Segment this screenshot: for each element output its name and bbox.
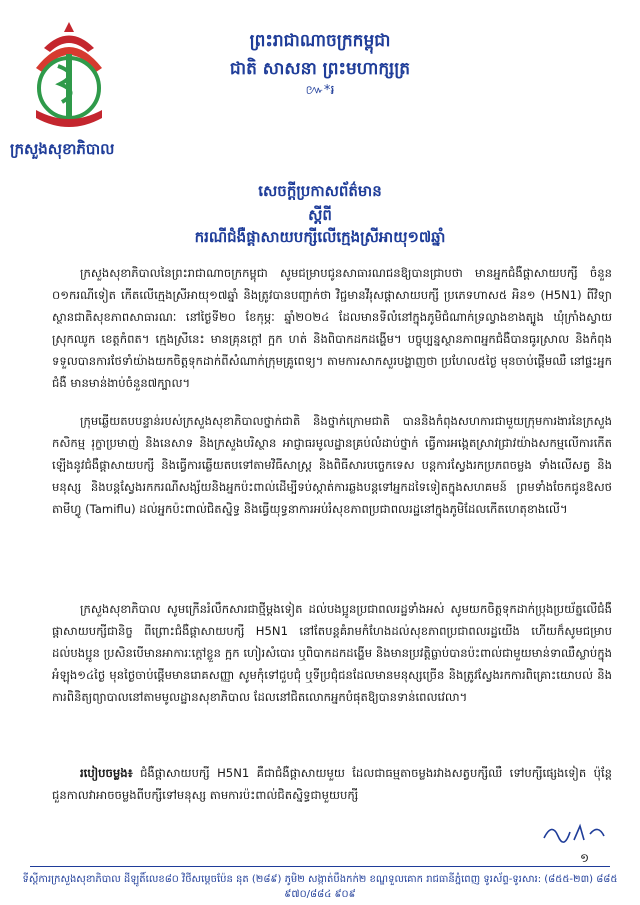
page-number: ១: [580, 851, 590, 865]
paragraph-3: ក្រសួងសុខាភិបាល សូមក្រើនរំលឹកសារជាថ្មីម្តងទៀត ដល់បងប្អូនប្រជាពលរដ្ឋទាំងអស់ សូមយកចិត្តទុកដាក់ប្រុងប្រយ័ត្នលើជំងឺផ្តាសាយបក្សីជានិច្ច ពីព្រោះជំងឺផ្តាសាយបក្សី H5N1 នៅតែបន្តគំរាមកំហែងដល់សុខភាពប្រជាពលរដ្ឋយើង ហើយក៏សូមជម្រាបដល់បងប្អូន ប្រសិនបើមានអាការៈក្តៅខ្លួន ក្អក ហៀរសំបោរ ឬពិបាកដកដង្ហើម និងមានប្រវត្តិធ្លាប់បានប៉ះពាល់ជាមួយមាន់ទាឈឺស្លាប់ក្នុងអំឡុង១៤ថ្ងៃ មុនថ្ងៃចាប់ផ្តើមមានរោគសញ្ញា សូមកុំទៅជួបជុំ ឬទីប្រជុំជនដែលមានមនុស្សច្រើន និងត្រូវស្វែងរកការពិគ្រោះយោបល់ និងការពិនិត្យព្យាបាលនៅតាមមូលដ្ឋានសុខាភិបាល ដែលនៅជិតលោកអ្នកបំផុតឱ្យបានទាន់ពេលវេលា។: [52, 602, 612, 704]
footer-divider: [30, 866, 610, 867]
transmission-text: ជំងឺផ្តាសាយបក្សី H5N1 គឺជាជំងឺផ្តាសាយមួយ ដែលជាធម្មតាចម្លងរវាងសត្វបក្សីឈឺ ទៅបក្សីផ្សេងទៀត ប៉ុន្តែជួនកាលវាអាចចម្លងពីបក្សីទៅមនុស្ស តាមការប៉ះពាល់ជិតស្និទ្ធជាមួយបក្សី: [52, 766, 612, 802]
paragraph-1: ក្រសួងសុខាភិបាលនៃព្រះរាជាណាចក្រកម្ពុជា សូមជម្រាបជូនសាធារណជនឱ្យបានជ្រាបថា មានអ្នកជំងឺផ្តាសាយបក្សី ចំនួន ០១ករណីទៀត កើតលើក្មេងស្រីអាយុ១៧ឆ្នាំ និងត្រូវបានបញ្ជាក់ថា វិជ្ជមានវីរុសផ្តាសាយបក្សី ប្រភេទហាស៥ អិន១ (H5N1) ពីវិទ្យាស្ថានជាតិសុខភាពសាធារណៈ នៅថ្ងៃទី២០ ខែកុម្ភៈ ឆ្នាំ២០២៤ ដែលមានទីលំនៅក្នុងភូមិជំណាក់ទ្រល្វាងខាងត្បូង ឃុំក្រាំងស្វាយ ស្រុកឈូក ខេត្តកំពត។ ក្មេងស្រីនេះ មានគ្រុនក្តៅ ក្អក ហត់ និងពិបាកដកដង្ហើម។ បច្ចុប្បន្នស្ថានភាពអ្នកជំងឺបានធូរស្រាល និងកំពុងទទួលបានការថែទាំយ៉ាងយកចិត្តទុកដាក់ពីសំណាក់ក្រុមគ្រូពេទ្យ។ តាមការសាកសួរបង្ហាញថា ប្រហែល៥ថ្ងៃ មុនចាប់ផ្តើមឈឺ នៅផ្ទះអ្នកជំងឺ មានមាន់ងាប់ចំនួន៧ក្បាល។: [52, 266, 612, 390]
signature-initials: [540, 820, 610, 846]
document-title-subject: ករណីជំងឺផ្តាសាយបក្សីលើក្មេងស្រីអាយុ១៧ឆ្នាំ: [194, 228, 446, 246]
header-ornament: ៚*៛: [305, 83, 335, 98]
ministry-name: ក្រសួងសុខាភិបាល: [10, 140, 115, 158]
kingdom-header: ព្រះរាជាណាចក្រកម្ពុជា: [249, 31, 391, 51]
transmission-label: របៀបចម្លង៖: [80, 766, 133, 780]
paragraph-4: [52, 762, 612, 806]
footer-address: ទីស្តីការក្រសួងសុខាភិបាល ដីឡូតិ៍លេខ៨០ វិថីសម្តេចប៉ែន នុត (២៨៩) ភូមិ២ សង្កាត់បឹងកក់២ ខណ្ឌទួលគោក រាជធានីភ្នំពេញ ទូរស័ព្ទ-ទូរសារ: (៨៥៥-២៣) ៨៨៥ ៩៧០/៨៨៤ ៩០៩: [22, 874, 618, 900]
document-title-subject-label: ស្តីពី: [308, 206, 332, 224]
national-motto: ជាតិ សាសនា ព្រះមហាក្សត្រ: [229, 59, 411, 79]
paragraph-2: ក្រុមឆ្លើយតបបន្ទាន់របស់ក្រសួងសុខាភិបាលថ្នាក់ជាតិ និងថ្នាក់ក្រោមជាតិ បាននិងកំពុងសហការជាមួយក្រុមការងារនៃក្រសួងកសិកម្ម រុក្ខាប្រមាញ់ និងនេសាទ និងក្រសួងបរិស្ថាន អាជ្ញាធរមូលដ្ឋានគ្រប់លំដាប់ថ្នាក់ ធ្វើការអង្កេតស្រាវជ្រាវយ៉ាងសកម្មលើការកើតឡើងនូវជំងឺផ្តាសាយបក្សី និងធ្វើការឆ្លើយតបទៅតាមវិធីសាស្ត្រ និងពិធីសារបច្ចេកទេស បន្តការស្វែងរកប្រភពចម្លង ទាំងលើសត្វ និងមនុស្ស និងបន្តស្វែងរកករណីសង្ស័យនិងអ្នកប៉ះពាល់ដើម្បីទប់ស្កាត់ការឆ្លងបន្តទៅអ្នកដទៃទៀតក្នុងសហគមន៍ ព្រមទាំងចែកជូនឱសថតាមីហ្វូ (Tamiflu) ដល់អ្នកប៉ះពាល់ជិតស្និទ្ធ និងធ្វើយុទ្ធនាការអប់រំសុខភាពប្រជាពលរដ្ឋនៅក្នុងភូមិដែលកើតហេតុខាងលើ។: [52, 414, 612, 516]
document-title: សេចក្តីប្រកាសព័ត៌មាន: [258, 182, 382, 200]
